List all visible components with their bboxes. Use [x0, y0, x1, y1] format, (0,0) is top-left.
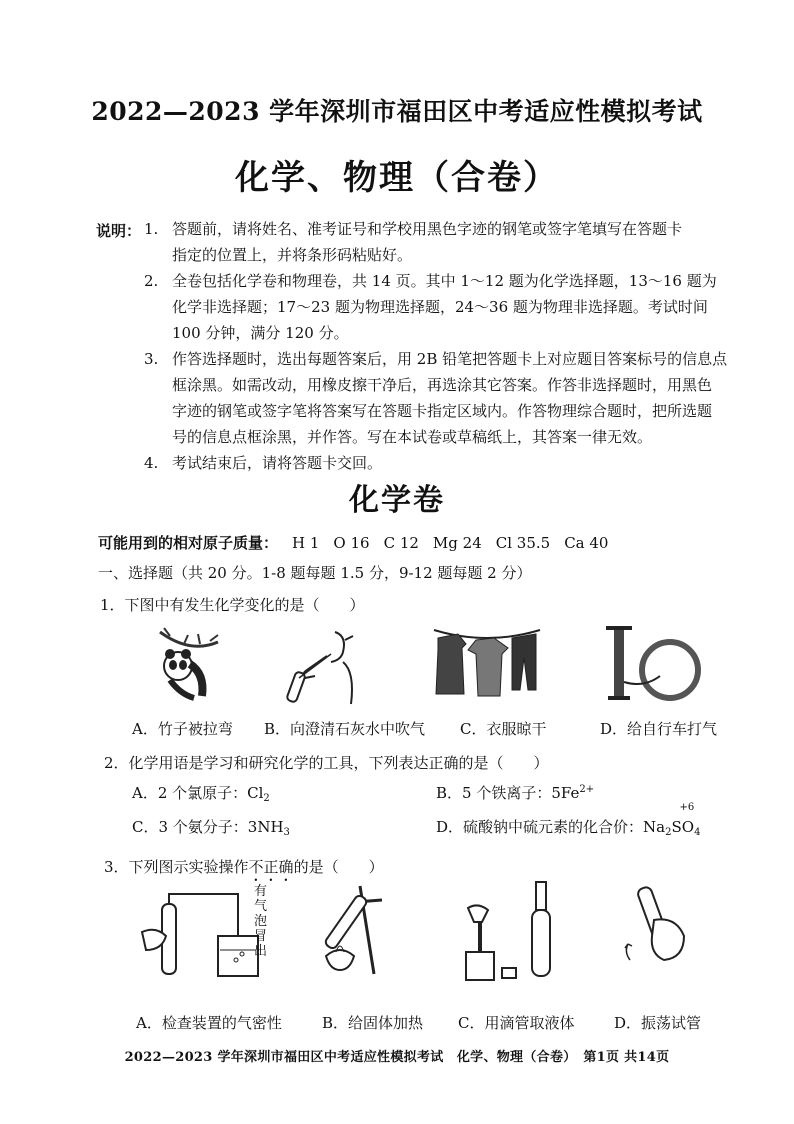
q3-option-c: C．用滴管取液体: [458, 1014, 575, 1032]
q2-option-b: B．5 个铁离子：$5Fe^{2+}$: [436, 784, 595, 802]
q1-option-c: C．衣服晾干: [460, 720, 547, 738]
note-3: 3. 作答选择题时，选出每题答案后，用 2B 铅笔把答题卡上对应题目答案标号的信息点 框涂黑。如需改动，用橡皮擦干净后，再选涂其它答案。作答非选择题时，用黑色 字迹的钢笔或签字笔将答案写在答题卡指定区域内。作答物理综合题时，把所选题 号的信息点框涂黑，并作答。写在本试卷或草稿纸上，其答案一律无效。: [144, 350, 728, 446]
bubbles-label: 有 气 泡 冒 出: [254, 884, 268, 959]
section-title: 化学卷: [349, 483, 445, 518]
q3-option-d: D．振荡试管: [614, 1014, 702, 1032]
note-4: 4. 考试结束后，请将答题卡交回。: [144, 454, 383, 472]
q2-stem: 2．化学用语是学习和研究化学的工具，下列表达正确的是（ ）: [104, 754, 549, 772]
page-footer: 2022—2023 学年深圳市福田区中考适应性模拟考试 化学、物理（合卷） 第1页 共14页: [124, 1050, 670, 1065]
q1-option-a: A．竹子被拉弯: [132, 720, 233, 738]
dropper-liquid-image: [458, 876, 568, 988]
q1-option-d: D．给自行车打气: [600, 720, 718, 738]
exam-subtitle: 化学、物理（合卷）: [235, 158, 559, 198]
q3-stem: 3．下列图示实验操作不正确的是（ ）: [104, 858, 384, 876]
panda-bamboo-image: [150, 624, 230, 704]
atomic-masses: 可能用到的相对原子质量： H 1 O 16 C 12 Mg 24 Cl 35.5 Ca 40: [98, 534, 609, 552]
exam-title: 2022—2023 学年深圳市福田区中考适应性模拟考试: [91, 97, 703, 126]
note-1: 1. 答题前，请将姓名、准考证号和学校用黑色字迹的钢笔或签字笔填写在答题卡 指定的位置上，并将条形码粘贴好。: [144, 220, 683, 264]
q2-option-a: A．2 个氯原子：$Cl_2$: [132, 784, 270, 804]
notes-label: 说明：: [96, 222, 142, 240]
shaking-test-tube-image: [614, 880, 704, 990]
q2-option-d: D．硫酸钠中硫元素的化合价：$Na_2$ +6 $SO_4$: [436, 802, 701, 838]
q1-option-b: B．向澄清石灰水中吹气: [264, 720, 426, 738]
note-2: 2. 全卷包括化学卷和物理卷，共 14 页。其中 1～12 题为化学选择题，13～16 题为 化学非选择题；17～23 题为物理选择题，24～36 题为物理非选择题。考试时间 100 分钟，满分 120 分。: [144, 272, 717, 342]
bicycle-pump-image: [600, 622, 686, 704]
q3-option-a: A．检查装置的气密性: [136, 1014, 282, 1032]
part1-heading: 一、选择题（共 20 分。1-8 题每题 1.5 分，9-12 题每题 2 分）: [98, 564, 532, 582]
q1-stem: 1．下图中有发生化学变化的是（ ）: [100, 596, 365, 614]
q3-option-b: B．给固体加热: [322, 1014, 424, 1032]
q2-option-c: C．3 个氨分子：$3NH_3$: [132, 818, 290, 838]
blowing-into-limewater-image: [285, 622, 365, 707]
clothes-drying-image: [432, 624, 542, 704]
valence-mark: +6: [679, 802, 695, 813]
heating-solid-image: [316, 878, 396, 988]
